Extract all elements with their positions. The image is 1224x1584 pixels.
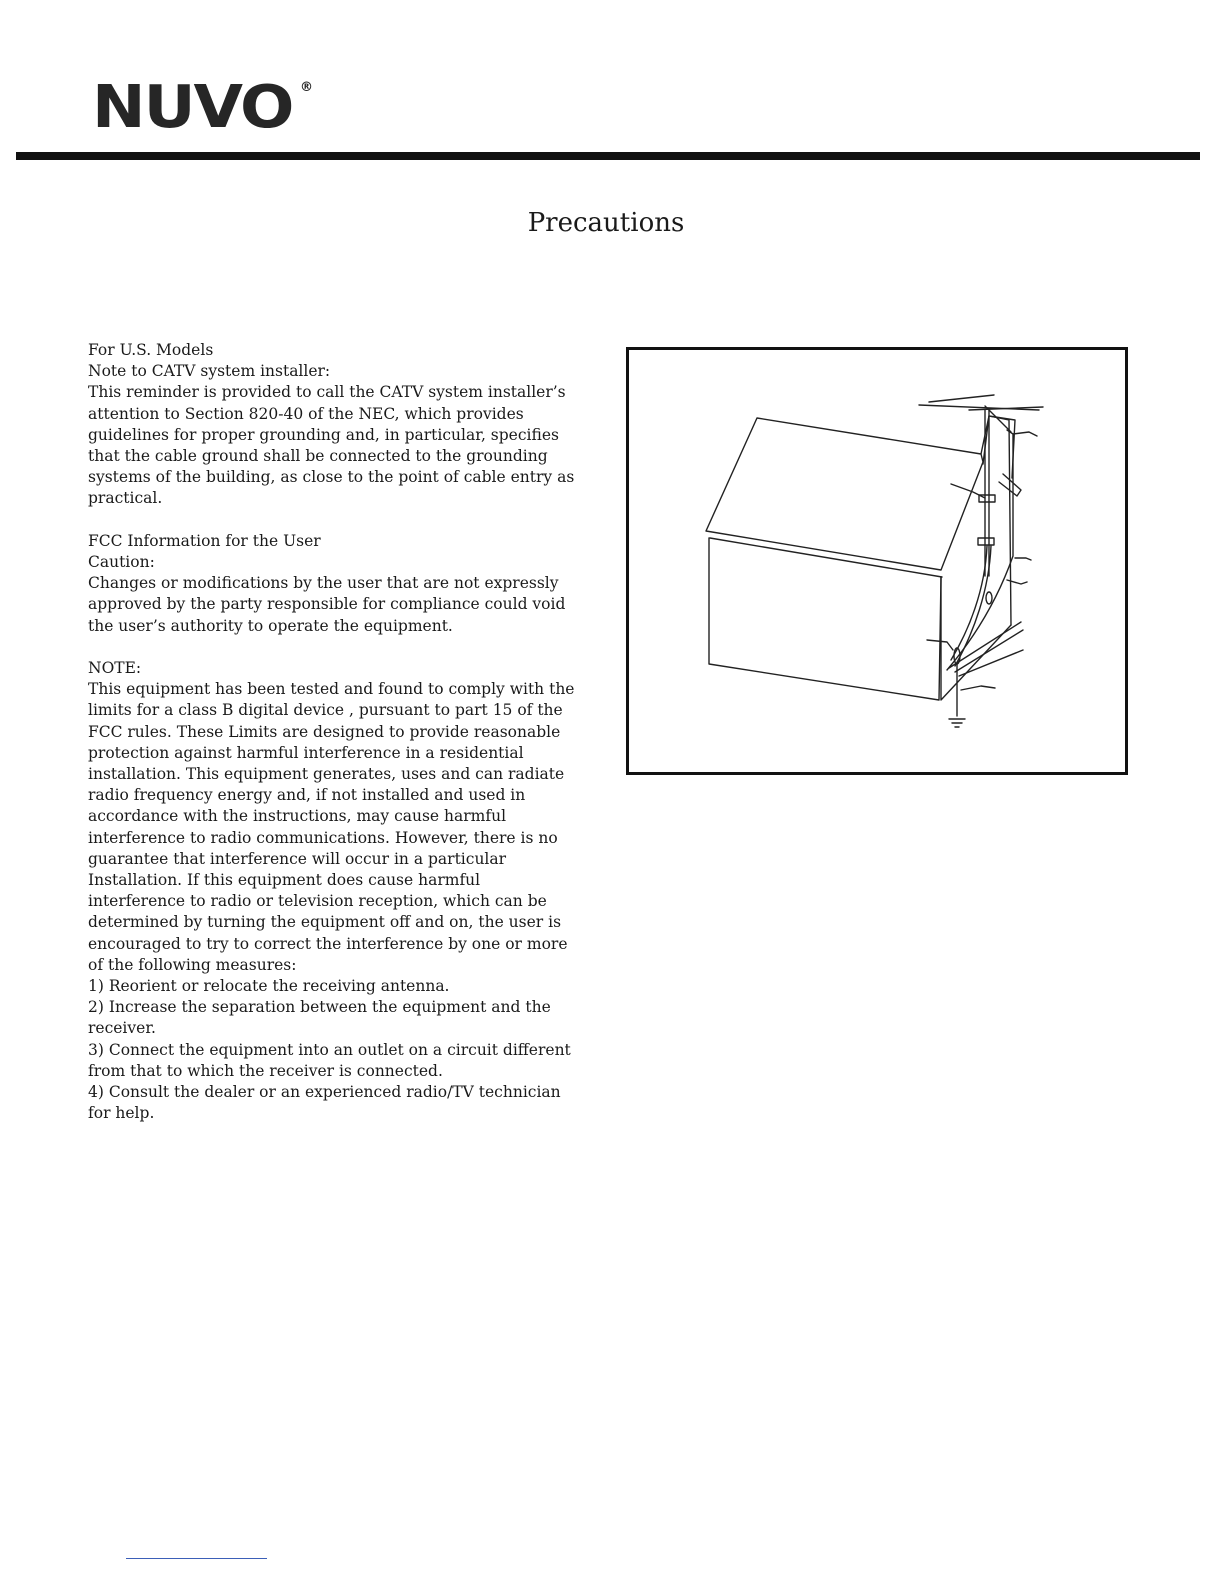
note-section <box>88 658 578 1124</box>
fcc-text: Changes or modifications by the user that are not expressly approved by the party responsible for compliance could void the user’s authority to operate the equipment. <box>88 574 566 635</box>
note-text: This equipment has been tested and found to comply with the limits for a class B digital device , pursuant to part 15 of the FCC rules. These Limits are designed to provide reasonable protection against harmful interference in a residential installation. This equipment generates, uses and can radiate radio frequency energy and, if not installed and used in accordance with the instructions, may cause harmful interference to radio communications. However, there is no guarantee that interference will occur in a particular Installation. If this equipment does cause harmful interference to radio or television reception, which can be determined by turning the equipment off and on, the user is encouraged to try to correct the interference by one or more of the following measures: <box>88 680 575 974</box>
antenna-grounding-diagram-icon <box>629 350 1125 772</box>
catv-heading: For U.S. Models <box>88 341 214 359</box>
note-heading: NOTE: <box>88 659 142 678</box>
house-side <box>941 577 1011 700</box>
measure-item-4: 4) Consult the dealer or an experienced radio/TV technician for help. <box>88 1083 561 1123</box>
mast-clamp-2 <box>978 538 994 545</box>
leader-line-2 <box>951 484 985 498</box>
footer-link-underline <box>126 1558 267 1559</box>
grounding-figure-frame <box>626 347 1128 775</box>
roof-outline <box>706 418 983 570</box>
body-text <box>88 340 578 1124</box>
roof-eave <box>710 538 942 577</box>
catv-text: This reminder is provided to call the CATV system installer’s attention to Section 820-40 of the NEC, which provides guidelines for proper grounding and, in particular, specifies that the cable ground shall be connected to the grounding systems of the building, as close to the point of cable entry as practical. <box>88 383 575 508</box>
page-title: Precautions <box>527 208 685 238</box>
antenna-element-1 <box>929 395 994 402</box>
logo-wordmark: NUVO <box>92 73 293 142</box>
fcc-section <box>88 531 578 637</box>
service-wires <box>949 622 1023 676</box>
measure-item-3: 3) Connect the equipment into an outlet on a circuit different from that to which the receiver is connected. <box>88 1040 571 1080</box>
leader-line-3 <box>1015 558 1031 560</box>
leader-line-6 <box>961 686 995 690</box>
nuvo-logo <box>92 73 313 142</box>
catv-subheading: Note to CATV system installer: <box>88 362 331 381</box>
leader-line-1 <box>1013 432 1037 436</box>
fcc-heading: FCC Information for the User <box>88 531 321 550</box>
registered-mark: ® <box>300 80 313 95</box>
measure-item-1: 1) Reorient or relocate the receiving antenna. <box>88 977 450 996</box>
fcc-subheading: Caution: <box>88 553 155 572</box>
measure-item-2: 2) Increase the separation between the equipment and the receiver. <box>88 998 551 1038</box>
discharge-unit <box>986 592 992 604</box>
catv-section <box>88 340 578 510</box>
chimney <box>983 416 1015 478</box>
house-front <box>709 538 941 700</box>
header-rule <box>16 152 1200 160</box>
